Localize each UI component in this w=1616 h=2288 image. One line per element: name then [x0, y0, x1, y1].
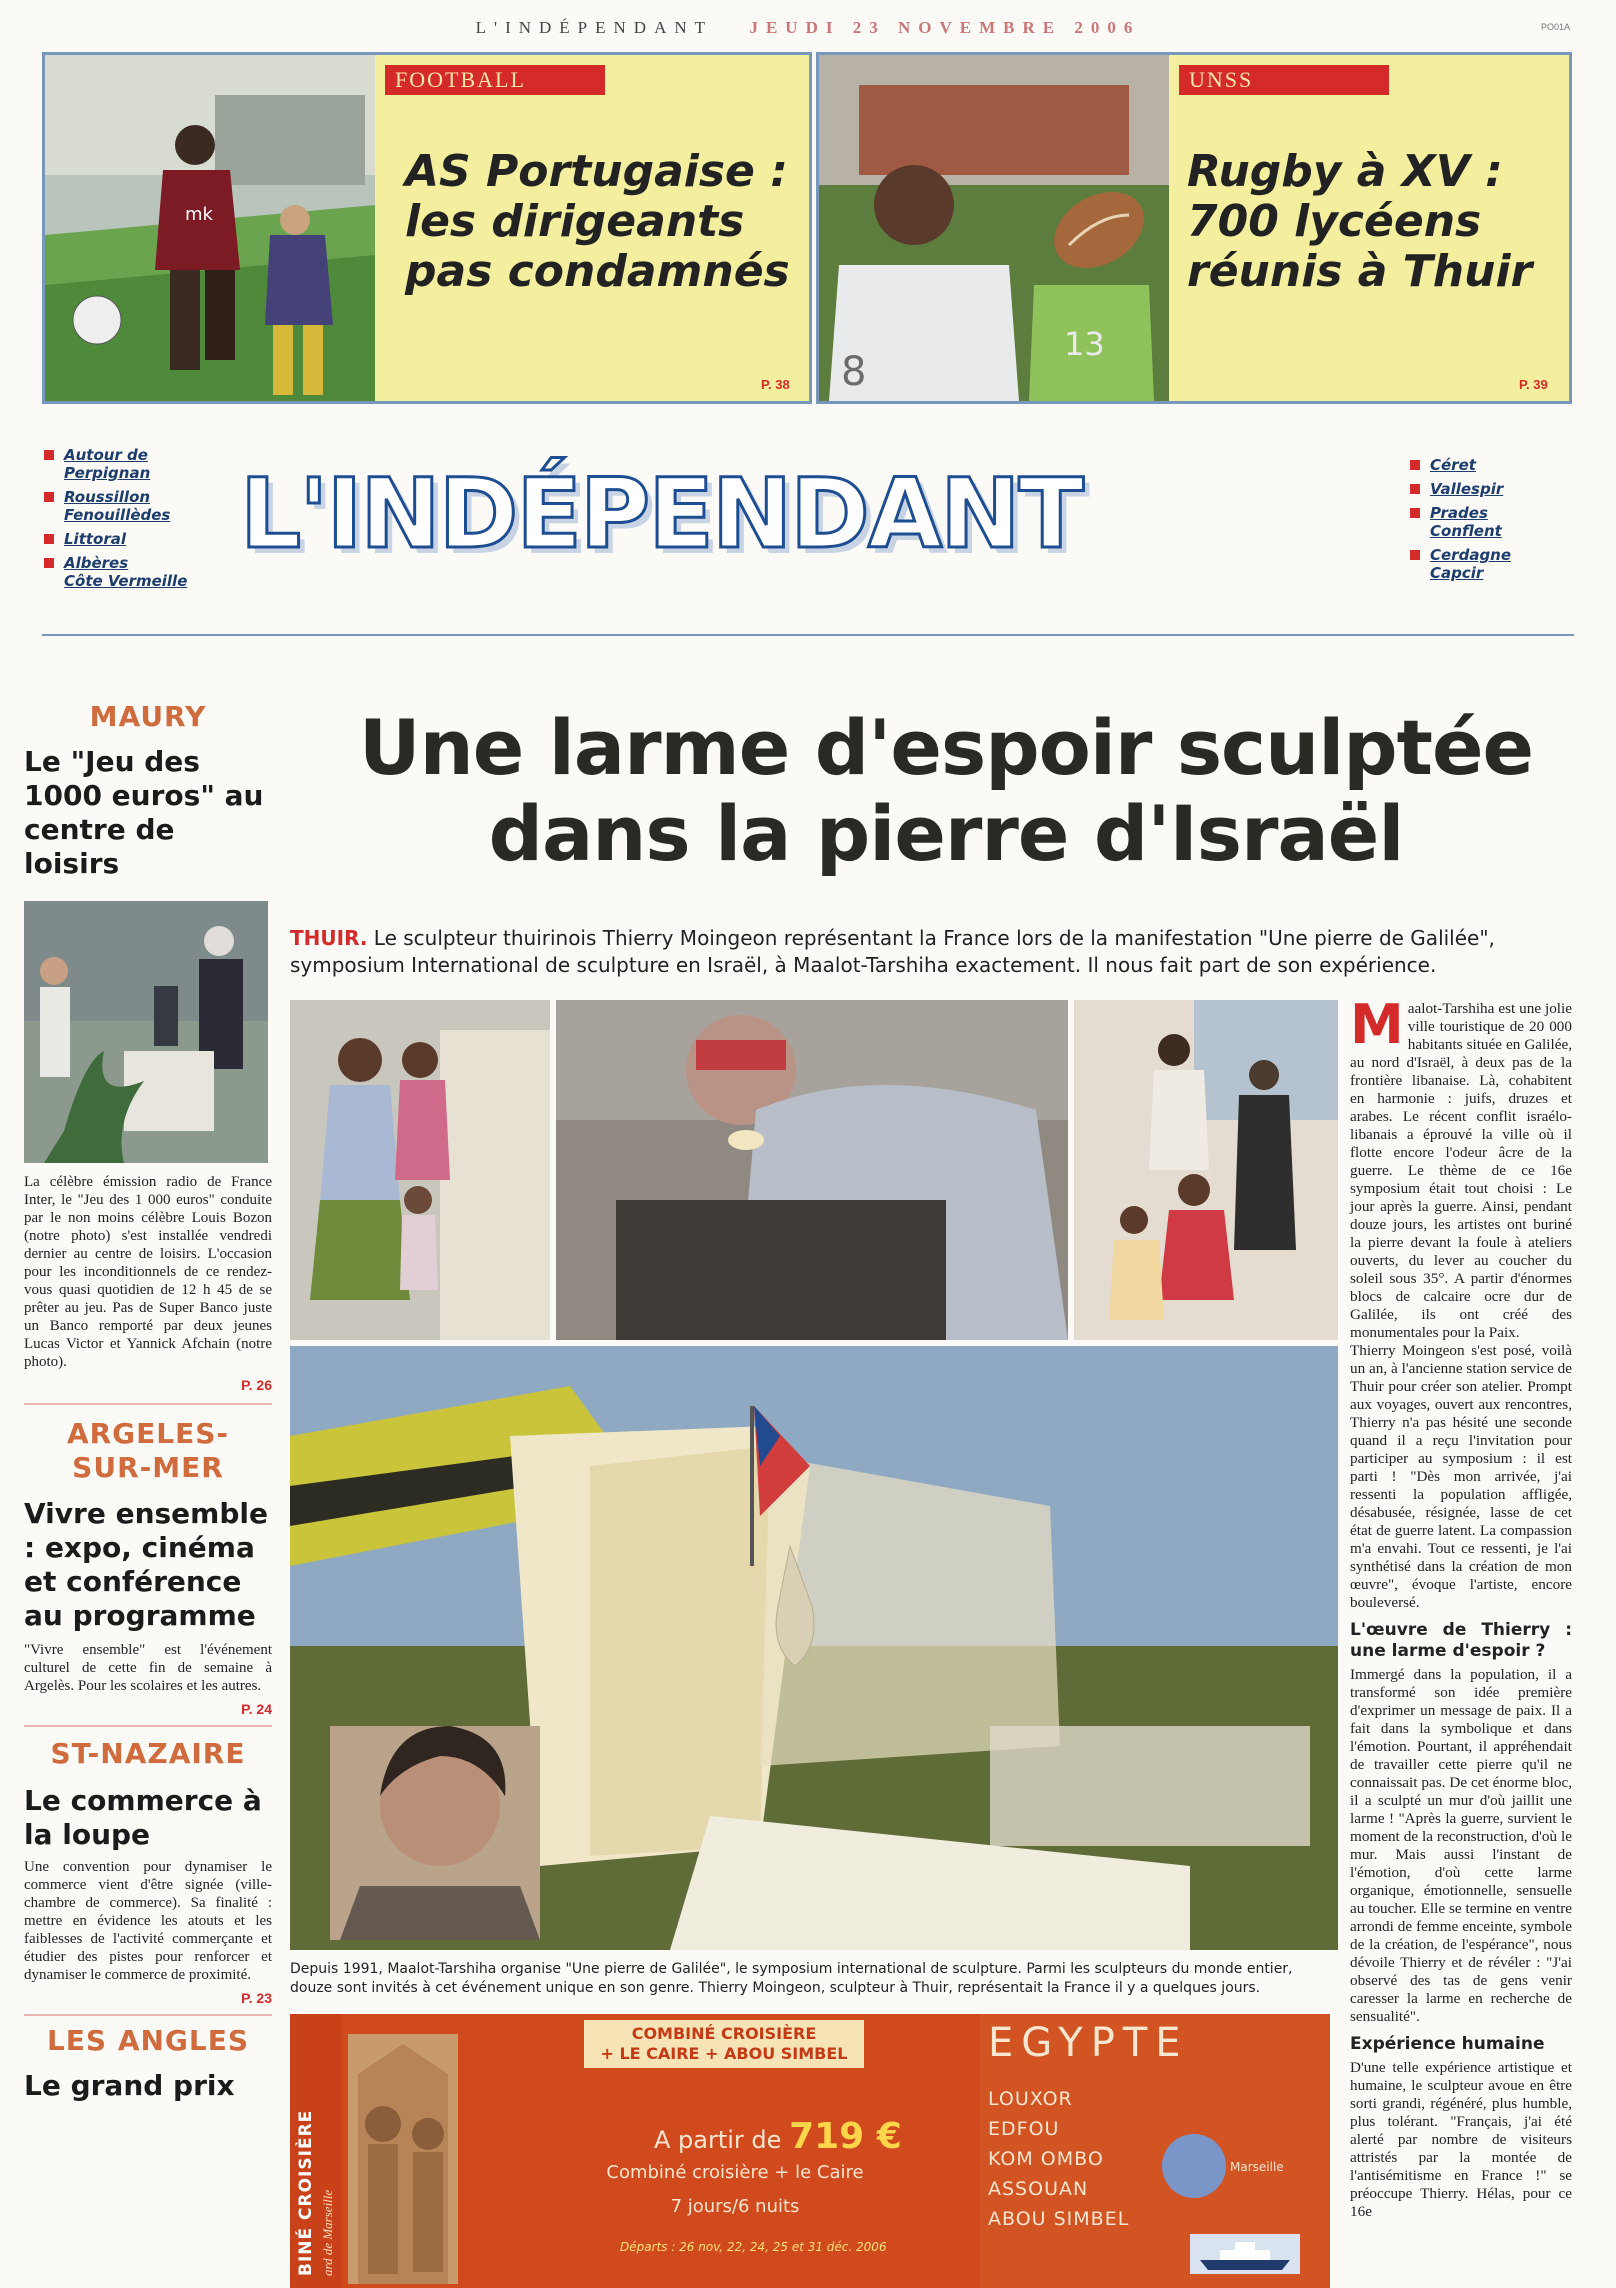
ad-price: A partir de 719 €	[654, 2116, 902, 2157]
brief-kicker-st-nazaire: ST-NAZAIRE	[50, 1737, 246, 1770]
title-line: AS Portugaise :	[405, 146, 788, 197]
ad-logo-text: Marseille	[1230, 2160, 1284, 2174]
column-separator	[24, 1403, 272, 1405]
ad-line-2: 7 jours/6 nuits	[670, 2196, 800, 2217]
ad-side-small: ard de Marseille	[320, 2189, 335, 2276]
brief-body-st-nazaire: Une convention pour dynamiser le commerce vient d'être signée (ville-chambre de commerce). Sa finalité : mettre en évidence les atouts et les faiblesses de l'activité commerçante et étudier des pistes pour renforcer et dynamiser le commerce de proximité.	[24, 1859, 272, 1983]
brief-page-maury: P. 26	[241, 1377, 272, 1393]
teaser-unss[interactable]	[816, 52, 1572, 404]
edition-link[interactable]: Cerdagne Capcir	[1410, 546, 1580, 582]
shirt-logo-text: mk	[185, 204, 213, 225]
ad-destinations	[988, 2084, 1129, 2234]
title-line: 700 lycéens	[1187, 196, 1482, 247]
article-para-2: Thierry Moingeon s'est posé, voilà un an, à l'ancienne station service de Thuir pour créer son atelier. Prompt aux voyages, ouvert aux rencontres, Thierry n'a pas hésité une seconde quand il a reçu l'invitation pour participer au symposium : il est parti ! "Dès mon arrivée, j'ai ressenti la population affligée, désabusée, résignée, lasse de cet état de guerre latent. La compassion m'a envahi. Tout ce ressenti, je l'ai synthétisé dans la création de mon œuvre", évoque l'artiste, encore bouleversé.	[1350, 1342, 1572, 1611]
ad-destination: LOUXOR	[988, 2088, 1073, 2110]
article-para-4: D'une telle expérience artistique et humaine, le sculpteur avoue en être sorti grandi, régénéré, plus humble, plus tolérant. "Français, j'ai été alerté par nombre de visiteurs attristés par la montée de l'antisémitisme en France !" se préoccupe Thierry. Hélas, pour ce 16e	[1350, 2059, 1572, 2220]
main-lead	[290, 925, 1580, 979]
ad-logo-globe-icon	[1162, 2134, 1226, 2198]
running-head-paper: L'INDÉPENDANT	[475, 18, 713, 37]
photo-visitors	[1074, 1000, 1338, 1340]
lead-place: THUIR.	[290, 926, 368, 950]
teaser-football[interactable]	[42, 52, 812, 404]
ad-side-text: BINÉ CROISIÈRE	[296, 2109, 316, 2276]
running-head	[0, 18, 1616, 38]
article-subhead-1: L'œuvre de Thierry : une larme d'espoir ?	[1350, 1620, 1572, 1661]
photo-sculpture	[290, 1346, 1338, 1950]
ad-title: EGYPTE	[988, 2020, 1189, 2066]
lead-text: Le sculpteur thuirinois Thierry Moingeon représentant la France lors de la manifestation "Une pierre de Galilée", symposium International de sculpture en Israël, à Maalot-Tarshiha exactement. Il nous fait part de son expérience.	[290, 926, 1495, 977]
ad-destination: ABOU SIMBEL	[988, 2208, 1130, 2230]
edition-link[interactable]: Autour de Perpignan	[44, 446, 234, 482]
brief-page-st-nazaire: P. 23	[241, 1990, 272, 2006]
edition-link[interactable]: Roussillon Fenouillèdes	[44, 488, 234, 524]
brief-kicker-les-angles: LES ANGLES	[46, 2024, 250, 2057]
football-photo	[45, 55, 375, 401]
teaser-football-rubric: FOOTBALL	[385, 65, 605, 95]
photo-caption: Depuis 1991, Maalot-Tarshiha organise "Une pierre de Galilée", le symposium international de sculpture. Parmi les sculpteurs du monde entier, douze sont invités à cet événement unique en son genre. Thierry Moingeon, sculpteur à Thuir, représentait la France il y a quelques jours.	[290, 1961, 1293, 1996]
jersey-number-13: 13	[1064, 325, 1105, 363]
brief-body-maury: La célèbre émission radio de France Inter, le "Jeu des 1 000 euros" conduite par le non moins célèbre Louis Bozon (notre photo) s'est installée vendredi dernier au centre de loisirs. L'occasion pour les inconditionnels de ce rendez-vous quasi quotidien de 12 h 45 de se prêter au jeu. Pas de Super Banco juste un Banco remporté par deux jeunes Lucas Victor et Yannick Afchain (notre photo).	[24, 1174, 272, 1370]
masthead-left-editions	[44, 446, 234, 596]
brief-headline-maury[interactable]: Le "Jeu des 1000 euros" au centre de loisirs	[24, 745, 264, 880]
headline-line: dans la pierre d'Israël	[488, 789, 1404, 878]
teaser-unss-rubric: UNSS	[1179, 65, 1389, 95]
teaser-football-page: P. 38	[761, 377, 790, 392]
ad-line-1: Combiné croisière + le Caire	[606, 2162, 864, 2183]
brief-page-argeles: P. 24	[241, 1701, 272, 1717]
ad-destination: EDFOU	[988, 2118, 1060, 2140]
column-separator	[24, 2014, 272, 2016]
photo-sculptor-working	[556, 1000, 1068, 1340]
brief-kicker-maury: MAURY	[89, 700, 207, 733]
edition-link[interactable]: Prades Conflent	[1410, 504, 1580, 540]
masthead-divider	[42, 634, 1574, 636]
ad-price-amount: 719 €	[789, 2116, 902, 2157]
edition-link[interactable]: Albères Côte Vermeille	[44, 554, 234, 590]
headline-line: Une larme d'espoir sculptée	[358, 703, 1534, 792]
masthead-title: L'INDÉPENDANT	[240, 458, 1082, 570]
ad-destination: ASSOUAN	[988, 2178, 1089, 2200]
teaser-unss-page: P. 39	[1519, 377, 1548, 392]
egypt-ad[interactable]	[290, 2014, 1330, 2288]
article-subhead-2: Expérience humaine	[1350, 2034, 1545, 2054]
ad-dates: Départs : 26 nov, 22, 24, 25 et 31 déc. 2006	[620, 2240, 887, 2254]
article-body	[1350, 993, 1572, 2221]
left-column	[24, 700, 272, 2103]
ad-destination: KOM OMBO	[988, 2148, 1104, 2170]
title-line: Rugby à XV :	[1187, 146, 1503, 197]
ad-tag: COMBINÉ CROISIÈRE + LE CAIRE + ABOU SIMBEL	[584, 2020, 864, 2068]
pharaoh-statues-image	[348, 2034, 458, 2284]
edition-link[interactable]: Vallespir	[1410, 480, 1580, 498]
title-line: les dirigeants	[405, 196, 745, 247]
title-line: pas condamnés	[405, 246, 790, 297]
teaser-unss-title	[1187, 147, 1567, 297]
edition-link[interactable]: Céret	[1410, 456, 1580, 474]
maury-photo	[24, 901, 268, 1163]
jersey-number-8: 8	[841, 349, 867, 395]
main-headline[interactable]	[286, 705, 1606, 877]
title-line: réunis à Thuir	[1187, 246, 1533, 297]
dropcap: M	[1350, 993, 1404, 1056]
masthead-right-editions	[1410, 456, 1580, 588]
brief-headline-argeles[interactable]: Vivre ensemble : expo, cinéma et conférence au programme	[24, 1497, 268, 1632]
running-head-date: JEUDI 23 NOVEMBRE 2006	[749, 18, 1141, 37]
article-para-3: Immergé dans la population, il a transformé son idée première d'exprimer un message de paix. Il a fait dans la symbolique et dans l'émotion. Pourtant, il appréhendait de travailler cette pierre qu'il ne connaissait pas. De cet énorme bloc, il a sculpté un mur d'où jaillit une larme ! "Après la guerre, survient le moment de la reconstruction, d'où le mur. Mais aussi l'instant de l'émotion, d'où cette larme organique, émotionnelle, sensuelle au toucher. Elle se termine en ventre arrondi de femme enceinte, symbole de la création, de l'espérance", nous dévoile Thierry et de révéler : "J'ai observé des tas de gens venir caresser la larme en recherche de sensualité".	[1350, 1666, 1572, 2025]
cruise-ship-image	[1190, 2234, 1300, 2274]
article-para-1: Maalot-Tarshiha est une jolie ville touristique de 20 000 habitants située en Galilée, au nord d'Israël, à deux pas de la frontière libanaise. Là, cohabitent en harmonie : juifs, druzes et arabes. Le récent conflit israélo-libanais a éprouvé la ville où il flotte encore l'odeur âcre de la guerre. Le thème de ce 16e symposium était tout choisi : Le jour après la guerre. Ainsi, pendant douze jours, les artistes ont buriné la pierre devant la foule à ateliers ouverts, du lever au coucher du soleil sous 35°. A partir d'énormes blocs de calcaire ocre dur de Galilée, ils ont créé des monumentales pour la Paix.	[1350, 993, 1572, 1341]
edition-link[interactable]: Littoral	[44, 530, 234, 548]
column-separator	[24, 1725, 272, 1727]
folio: PO01A	[1540, 22, 1570, 32]
brief-headline-les-angles[interactable]: Le grand prix	[24, 2069, 235, 2102]
teaser-football-title	[405, 147, 805, 297]
brief-body-argeles: "Vivre ensemble" est l'événement culturel de cette fin de semaine à Argelès. Pour les scolaires et les autres.	[24, 1642, 272, 1694]
brief-kicker-argeles: ARGELES- SUR-MER	[66, 1417, 230, 1484]
brief-headline-st-nazaire[interactable]: Le commerce à la loupe	[24, 1784, 262, 1851]
rugby-photo	[819, 55, 1169, 401]
photo-children	[290, 1000, 550, 1340]
